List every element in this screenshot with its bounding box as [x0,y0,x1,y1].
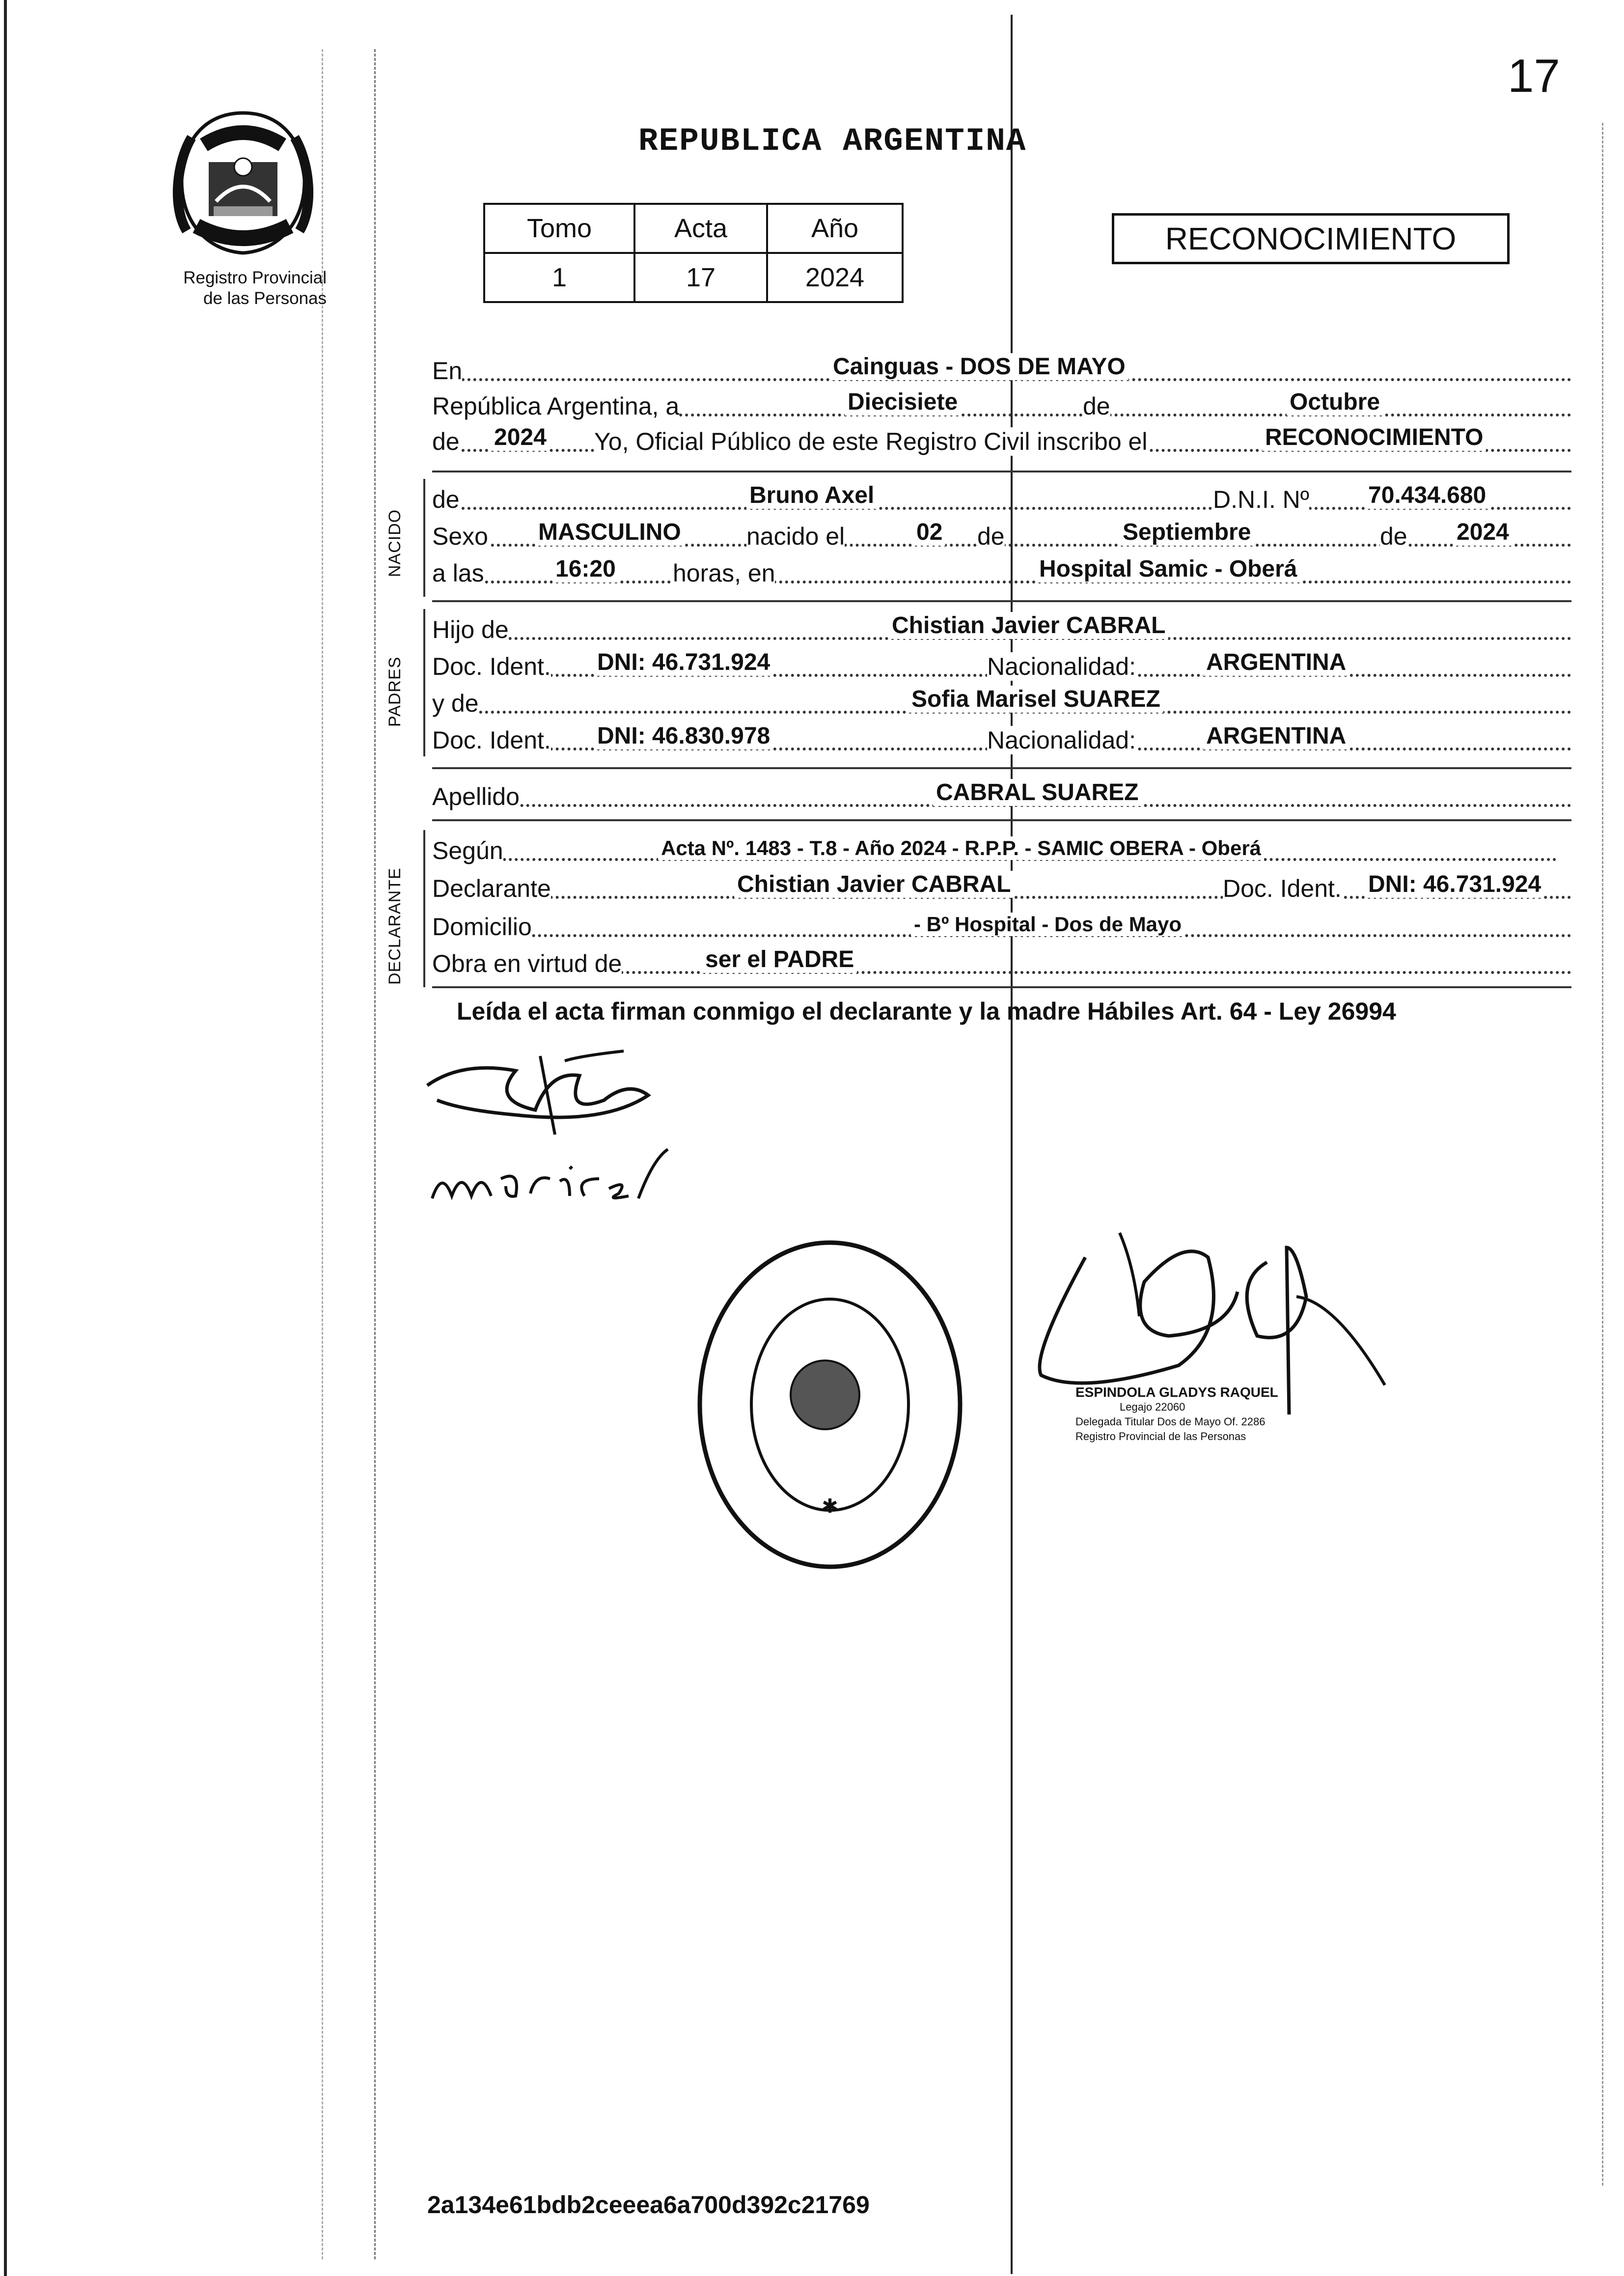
row-date [432,388,1571,422]
label-horas: horas, en [673,559,775,587]
label-obra: Obra en virtud de [432,950,622,977]
separator-2 [432,600,1571,602]
registry-seal-icon [692,1238,967,1572]
label-apellido: Apellido [432,783,520,810]
row-declarant [432,870,1571,905]
label-dni: D.N.I. Nº [1213,486,1310,513]
label-doc-ident3: Doc. Ident. [1223,875,1342,902]
label-segun: Según [432,837,503,864]
nacido-bracket [423,479,425,597]
header-tomo: Tomo [484,204,634,253]
value-birth-time: 16:20 [552,555,619,583]
label-de3: de [977,523,1005,550]
value-mother-dni: DNI: 46.830.978 [594,722,773,749]
margin-dashed-line [374,49,377,2259]
scan-edge-line [4,0,7,2276]
value-tomo: 1 [484,253,634,302]
province-emblem-icon [157,108,329,260]
value-address: - Bº Hospital - Dos de Mayo [911,913,1184,936]
value-year: 2024 [491,424,550,451]
label-en: En [432,357,463,385]
label-hijo-de: Hijo de [432,616,509,643]
official-name: ESPINDOLA GLADYS RAQUEL [1075,1385,1278,1400]
value-acta: 17 [634,253,767,302]
closing-text: Leída el acta firman conmigo el declarante y la madre Hábiles Art. 64 - Ley 26994 [457,998,1396,1025]
label-doc-ident2: Doc. Ident. [432,726,551,754]
label-domicilio: Domicilio [432,913,532,941]
value-declarant-dni: DNI: 46.731.924 [1365,871,1544,898]
label-republica: República Argentina, a [432,392,680,420]
official-stamp-text [1075,1385,1278,1444]
value-child-dni: 70.434.680 [1365,482,1489,509]
row-year [432,423,1571,458]
value-birth-year: 2024 [1454,519,1512,546]
record-table [483,203,904,303]
value-day: Diecisiete [845,389,961,416]
label-yo: Yo, Oficial Público de este Registro Civil inscribo el [594,428,1148,455]
row-sex [432,518,1571,553]
value-child-name: Bruno Axel [746,482,877,509]
section-padres: PADRES [385,656,404,727]
label-nacido-el: nacido el [746,523,845,550]
section-nacido: NACIDO [385,509,404,577]
label-de: de [1083,392,1110,420]
value-month: Octubre [1287,389,1383,416]
label-a-las: a las [432,559,484,587]
value-mother-name: Sofia Marisel SUAREZ [908,686,1163,713]
margin-dashed-line-2 [322,49,325,2259]
official-legajo: Legajo 22060 [1120,1401,1185,1413]
header-acta: Acta [634,204,767,253]
record-type-box: RECONOCIMIENTO [1112,213,1510,264]
value-sex: MASCULINO [535,519,684,546]
value-birth-month: Septiembre [1120,519,1254,546]
official-position: Delegada Titular Dos de Mayo Of. 2286 [1075,1416,1266,1428]
row-place [432,353,1571,387]
row-time [432,555,1571,589]
value-mother-nationality: ARGENTINA [1203,722,1349,749]
row-father-doc [432,648,1571,683]
page-number: 17 [1508,50,1560,102]
separator-4 [432,819,1571,821]
row-surname [432,778,1571,813]
registry-label [157,268,327,309]
value-inscribe: RECONOCIMIENTO [1262,424,1486,451]
row-father [432,611,1571,646]
registry-label-line1: Registro Provincial [183,268,327,287]
document-hash: 2a134e61bdb2ceeea6a700d392c21769 [427,2191,870,2219]
row-obra [432,945,1571,980]
label-de-year: de [432,428,460,455]
value-obra: ser el PADRE [702,946,857,973]
separator-3 [432,767,1571,769]
value-declarant-name: Chistian Javier CABRAL [734,871,1014,898]
value-father-dni: DNI: 46.731.924 [594,649,773,676]
label-nacionalidad2: Nacionalidad: [987,726,1136,754]
value-birth-place: Hospital Samic - Oberá [1036,555,1300,583]
label-y-de: y de [432,690,479,717]
value-surname: CABRAL SUAREZ [933,779,1141,806]
value-segun: Acta Nº. 1483 - T.8 - Año 2024 - R.P.P. - SAMIC OBERA - Oberá [658,836,1264,860]
label-de4: de [1380,523,1407,550]
right-margin-dashed-line [1602,123,1605,2186]
declarant-signature-icon [417,1041,673,1149]
label-declarante: Declarante [432,875,551,902]
mother-signature-icon [422,1139,688,1218]
registry-label-line2: de las Personas [203,289,327,308]
value-father-nationality: ARGENTINA [1203,649,1349,676]
row-address [432,909,1571,943]
label-sexo: Sexo [432,523,488,550]
value-father-name: Chistian Javier CABRAL [889,612,1168,639]
record-table-header-row [484,204,903,253]
header-ano: Año [767,204,903,253]
row-child [432,481,1571,516]
value-birth-day: 02 [913,519,945,546]
row-segun [432,833,1571,867]
value-ano: 2024 [767,253,903,302]
label-de2: de [432,486,460,513]
official-registry: Registro Provincial de las Personas [1075,1430,1246,1443]
label-doc-ident: Doc. Ident. [432,653,551,680]
section-declarante: DECLARANTE [385,867,404,985]
row-mother-doc [432,722,1571,756]
label-nacionalidad: Nacionalidad: [987,653,1136,680]
separator-5 [432,986,1571,988]
separator-1 [432,471,1571,472]
document-title: REPUBLICA ARGENTINA [638,123,1027,160]
padres-bracket [423,609,425,756]
record-table-value-row [484,253,903,302]
svg-text:✱: ✱ [822,1496,838,1517]
row-mother [432,685,1571,720]
value-place: Cainguas - DOS DE MAYO [830,353,1129,380]
declarante-bracket [423,830,425,987]
